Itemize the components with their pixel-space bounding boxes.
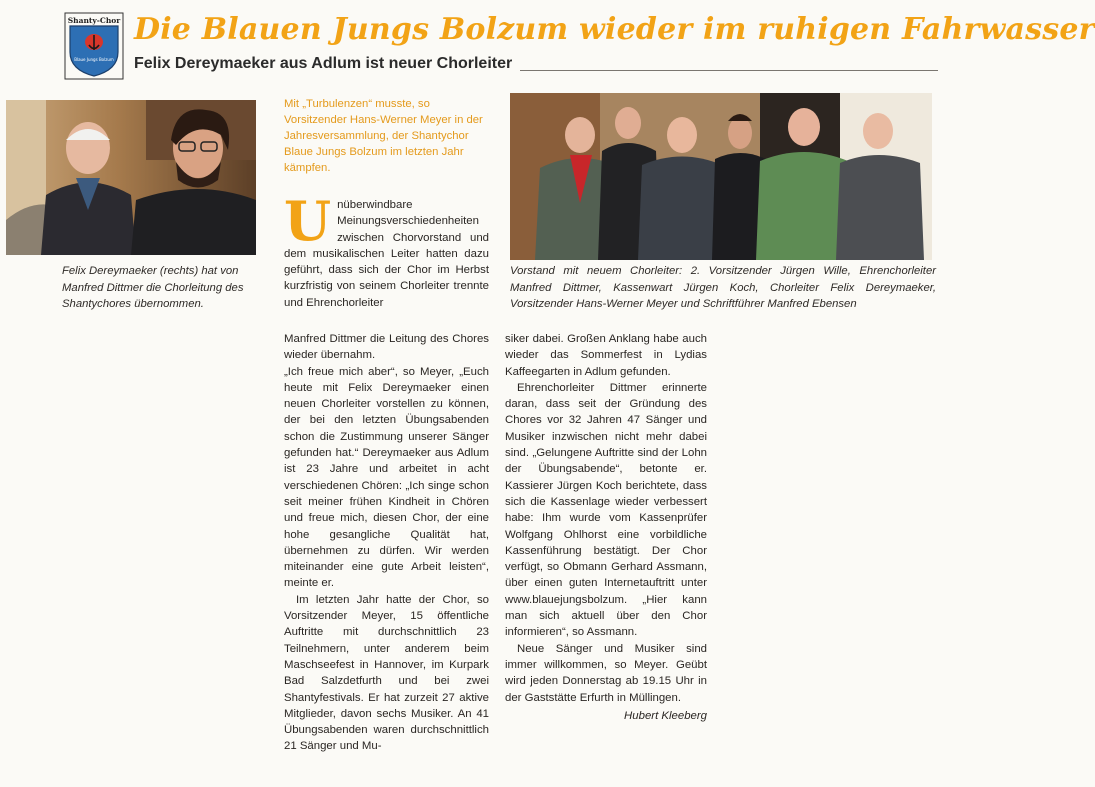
paragraph-1-start: nüberwindbare Meinungsverschiedenheiten zwischen Chorvorstand und dem musikalischen Leiter hatten dazu geführt, dass sich der Chor im Herbst kurzfristig von seinem Chorleiter trennte und Ehrenchorleiter bbox=[284, 199, 489, 309]
photo-board-group bbox=[510, 93, 932, 260]
paragraph-3-continued: siker dabei. Großen Anklang habe auch wieder das Sommerfest in Lydias Kaffeegarten in Adlum gefunden. bbox=[505, 333, 707, 378]
article-column-1 bbox=[284, 189, 489, 311]
article-column-2 bbox=[284, 331, 489, 755]
choir-logo bbox=[64, 12, 124, 80]
drop-cap: U bbox=[284, 189, 332, 253]
paragraph-1-continued: Manfred Dittmer die Leitung des Chores wieder übernahm. bbox=[284, 333, 489, 362]
photo-dittmer-dereymaeker bbox=[6, 100, 256, 255]
photo-left-caption: Felix Dereymaeker (rechts) hat von Manfred Dittmer die Chorleitung des Shantychores übernommen. bbox=[62, 265, 244, 310]
logo-bottom-text: Blaue Jungs Bolzum bbox=[74, 57, 114, 62]
paragraph-5: Neue Sänger und Musiker sind immer willkommen, so Meyer. Geübt wird jeden Donnerstag ab 19.15 Uhr in der Gaststätte Erfurth in Müllingen. bbox=[505, 642, 707, 704]
article-column-3 bbox=[505, 331, 707, 724]
author-name: Hubert Kleeberg bbox=[624, 709, 707, 722]
intro-text: Mit „Turbulenzen“ musste, so Vorsitzender Hans-Werner Meyer in der Jahresversammlung, der Shantychor Blaue Jungs Bolzum im letzten Jahr kämpfen. bbox=[284, 98, 483, 174]
paragraph-3: Im letzten Jahr hatte der Chor, so Vorsitzender Meyer, 15 öffentliche Auftritte mit durchschnittlich 23 Teilnehmern, unter anderem beim Maschseefest in Hannover, im Kurpark Bad Salzdetfurth und bei zwei Shantyfestivals. Er hat zurzeit 27 aktive Mitglieder, davon sechs Musiker. An 41 Übungsabenden waren durchschnittlich 21 Sänger und Mu- bbox=[284, 593, 489, 753]
photo-right-caption: Vorstand mit neuem Chorleiter: 2. Vorsitzender Jürgen Wille, Ehrenchorleiter Manfred Dittmer, Kassenwart Jürgen Koch, Chorleiter Felix Dereymaeker, Vorsitzender Hans-Werner Meyer und Schriftführer Manfred Ebensen bbox=[510, 265, 936, 310]
group-people bbox=[535, 107, 924, 260]
subheadline: Felix Dereymaeker aus Adlum ist neuer Chorleiter bbox=[134, 53, 520, 75]
paragraph-2: „Ich freue mich aber“, so Meyer, „Euch heute mit Felix Dereymaeker einen neuen Chorleiter vorstellen zu können, der bei den letzten Übungsabenden schon die Zustimmung unserer Sänger gefunden hat.“ Dereymaeker aus Adlum ist 23 Jahre und arbeitet in acht verschiedenen Chören: „Ich singe schon seit meiner frühen Kindheit in Chören und freue mich, diesen Chor, der eine hohe gesangliche Qualität hat, übernehmen zu dürfen. Wir werden miteinander eine gute Arbeit leisten“, meinte er. bbox=[284, 365, 489, 590]
paragraph-4: Ehrenchorleiter Dittmer erinnerte daran, dass seit der Gründung des Chores vor 32 Jahren 47 Sänger und Musiker inzwischen nicht mehr dabei sind. „Gelungene Auftritte sind der Lohn der Übungsabende“, betonte er. Kassierer Jürgen Koch berichtete, dass sich die Kassenlage wieder verbessert habe: Ihm wurde vom Kassenprüfer Wolfgang Ohlhorst eine vorbildliche Kassenführung bestätigt. Der Chor verfügt, so Obmann Gerhard Assmann, über einen guten Internetauftritt unter www.blauejungsbolzum. „Hier kann man sich aktuell über den Chor informieren“, so Assmann. bbox=[505, 381, 707, 639]
logo-top-text: Shanty-Chor bbox=[67, 16, 121, 25]
headline: Die Blauen Jungs Bolzum wieder im ruhigen Fahrwasser bbox=[134, 12, 1095, 47]
